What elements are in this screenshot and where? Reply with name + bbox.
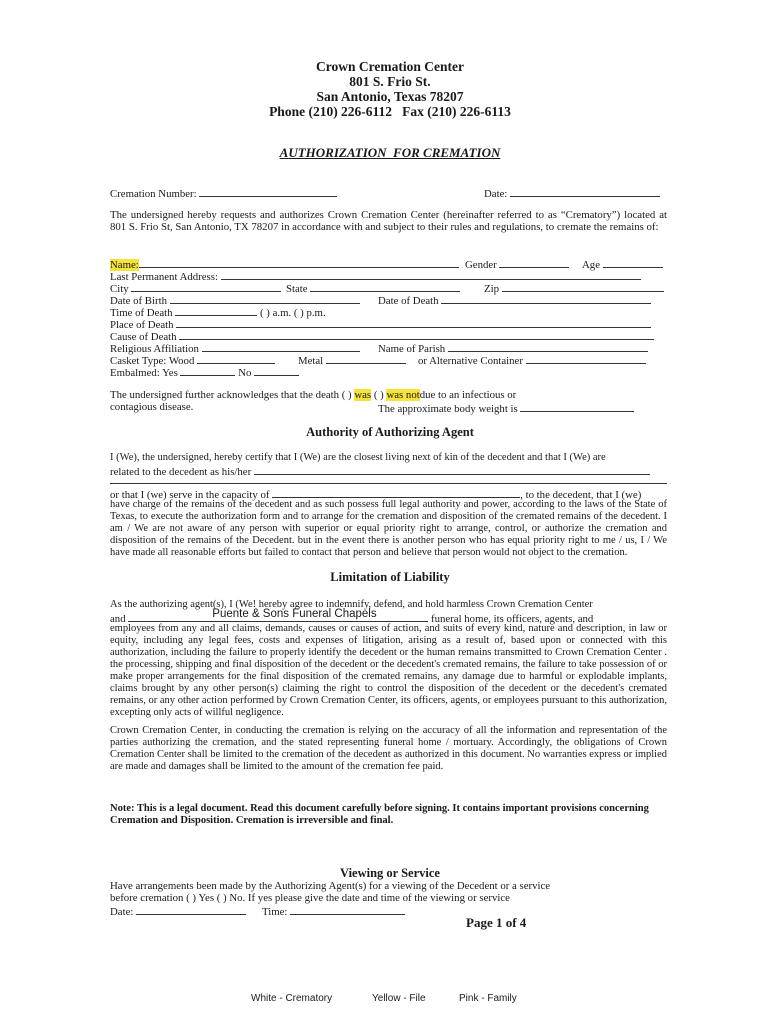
liability-p2: Crown Cremation Center, in conducting the cremation is relying on the accuracy of all the information and representation of the parties authorizing the cremation, and the stated representing funeral home / mortuary. Accordingly, the obligations of Crown Cremation Center shall be limited to the cremation of the decedent as authorized in this document. No warranties express or implied are made and damages shall be limited to the amount of the cremation fee paid. — [110, 725, 667, 772]
company-city: San Antonio, Texas 78207 — [316, 89, 464, 104]
viewing-line2: before cremation ( ) Yes ( ) No. If yes please give the date and time of the viewing or service — [110, 892, 510, 904]
viewing-line1: Have arrangements been made by the Authorizing Agent(s) for a viewing of the Decedent or a service — [110, 880, 551, 892]
was-not-option[interactable]: was not — [386, 389, 420, 401]
liability-heading: Limitation of Liability — [330, 570, 450, 584]
state-field[interactable]: State — [286, 281, 460, 295]
viewing-date-field[interactable]: Date: — [110, 904, 246, 918]
relationship-field[interactable]: related to the decedent as his/her — [110, 464, 650, 478]
viewing-time-field[interactable]: Time: — [262, 904, 405, 918]
cremation-number-field[interactable]: Cremation Number: — [110, 186, 337, 200]
zip-field[interactable]: Zip — [484, 281, 664, 295]
funeral-home-field[interactable]: and Puente & Sons Funeral Chapels funeral home, its officers, agents, and — [110, 608, 594, 625]
last-address-field[interactable]: Last Permanent Address: — [110, 269, 641, 283]
parish-field[interactable]: Name of Parish — [378, 341, 648, 355]
body-weight-field[interactable]: The approximate body weight is — [378, 401, 634, 415]
company-name: Crown Cremation Center — [316, 59, 464, 74]
liability-p1a: As the authorizing agent(s), I (We! hereby agree to indemnify, defend, and hold harmless Crown Cremation Center — [110, 599, 593, 610]
company-phone-fax: Phone (210) 226-6112 Fax (210) 226-6113 — [269, 104, 511, 119]
company-street: 801 S. Frio St. — [349, 74, 431, 89]
city-field[interactable]: City — [110, 281, 281, 295]
footer-white: White - Crematory — [251, 993, 333, 1004]
blank-line[interactable] — [110, 483, 667, 484]
place-of-death-field[interactable]: Place of Death — [110, 317, 651, 331]
dod-field[interactable]: Date of Death — [378, 293, 651, 307]
authority-heading: Authority of Authorizing Agent — [306, 425, 474, 439]
authority-p1: I (We), the undersigned, hereby certify that I (We) are the closest living next of kin of the decedent and that I (We) are — [110, 452, 606, 463]
metal-field[interactable]: Metal — [298, 353, 406, 367]
was-option[interactable]: was — [354, 389, 372, 401]
funeral-home-value: Puente & Sons Funeral Chapels — [212, 608, 377, 620]
age-field[interactable]: Age — [582, 257, 663, 271]
gender-field[interactable]: Gender — [465, 257, 569, 271]
casket-field[interactable]: Casket Type: Wood — [110, 353, 275, 367]
name-field[interactable]: Name: — [110, 257, 459, 271]
footer-yellow: Yellow - File — [372, 993, 426, 1004]
date-field[interactable]: Date: — [484, 186, 660, 200]
dob-field[interactable]: Date of Birth — [110, 293, 360, 307]
alt-container-field[interactable]: or Alternative Container — [418, 353, 646, 367]
legal-note: Note: This is a legal document. Read this document carefully before signing. It contains important provisions concerning Cremation and Disposition. Cremation is irreversible and final. — [110, 803, 649, 826]
tod-field[interactable]: Time of Death ( ) a.m. ( ) p.m. — [110, 307, 326, 319]
embalmed-field[interactable]: Embalmed: Yes No — [110, 365, 299, 379]
death-ack-line1: The undersigned further acknowledges that the death ( ) was ( ) was notdue to an infectious or — [110, 389, 517, 401]
religious-field[interactable]: Religious Affiliation — [110, 341, 360, 355]
viewing-heading: Viewing or Service — [340, 866, 440, 880]
liability-p1: employees from any and all claims, demands, causes or causes of action, and suits of every kind, nature and description, in law or equity, including any legal fees, costs and expenses of litigation, arising as a result of, based upon or connected with this authorization, including the failure to properly identify the decedent or the human remains transmitted to Crown Cremation Center . the processing, shipping and final disposition of the decedent or the decedent's cremated remains, the failure to take possession of or make proper arrangements for the final disposition of the cremated remains, any damage due to harmful or explodable implants, claims brought by any other person(s) claiming the right to control the disposition of the decedent or the decedent's cremated remains, or any other action performed by Crown Cremation Center, its officers, agents, or employees pursuant to this authorization, excepting only acts of willful negligence. — [110, 623, 667, 718]
capacity-field[interactable]: or that I (we) serve in the capacity of , to the decedent, that I (we) — [110, 489, 642, 501]
death-ack-line2: contagious disease. — [110, 401, 194, 413]
cause-of-death-field[interactable]: Cause of Death — [110, 329, 654, 343]
authority-p2: have charge of the remains of the decedent and as such possess full legal authority and power, according to the laws of the State of Texas, to execute the authorization form and to arrange for the cremation and disposition of the cremated remains of the decedent. I am / We are not aware of any person with superior or equal priority right to arrange, control, or authorize the cremation and disposition of the remains of the Decedent. but in the event there is another person who has equal priority right to me / us, I / We have made all reasonable efforts but failed to contact that person and believe that person would not object to the cremation. — [110, 499, 667, 558]
intro-paragraph: The undersigned hereby requests and authorizes Crown Cremation Center (hereinafter referred to as “Crematory”) located at 801 S. Frio St, San Antonio, TX 78207 in accordance with and subject to their rules and regulations, to cremate the remains of: — [110, 209, 667, 233]
page-title: AUTHORIZATION FOR CREMATION — [279, 145, 501, 160]
page-number: Page 1 of 4 — [466, 915, 527, 930]
footer-pink: Pink - Family — [459, 993, 517, 1004]
